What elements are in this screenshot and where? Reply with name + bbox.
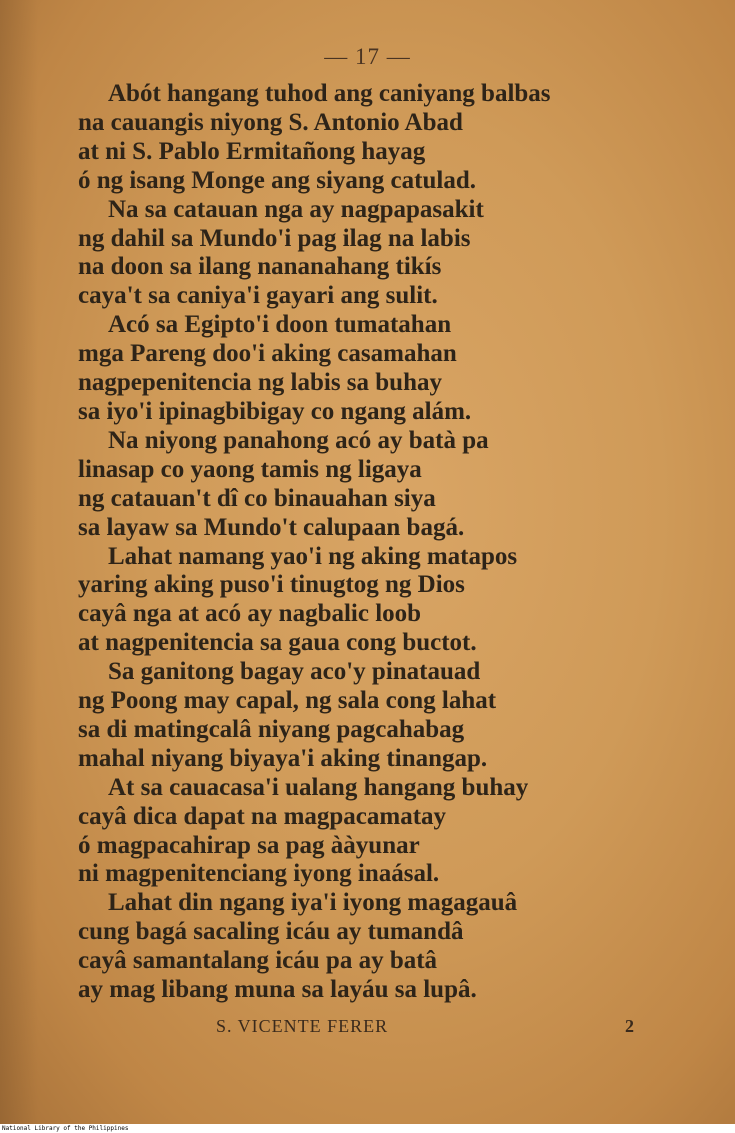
printer-signature-mark: 2 <box>625 1016 634 1036</box>
verse-line: ng catauan't dî co binauahan siya <box>78 484 436 512</box>
verse-line: ó ng isang Monge ang siyang catulad. <box>78 166 476 194</box>
stanza <box>78 427 695 543</box>
verse-line: Abót hangang tuhod ang caniyang balbas <box>108 80 551 107</box>
verse-line: at ni S. Pablo Ermitañong hayag <box>78 137 426 165</box>
verse-line: Lahat namang yao'i ng aking matapos <box>108 542 518 570</box>
verse-line: Lahat din ngang iya'i iyong magagauâ <box>108 889 518 917</box>
verse-line: linasap co yaong tamis ng ligaya <box>78 455 422 483</box>
verse-line: Na sa catauan nga ay nagpapasakit <box>108 195 484 223</box>
verse-line: ó magpacahirap sa pag ààyunar <box>78 831 420 859</box>
verse-line: ng Poong may capal, ng sala cong lahat <box>78 687 497 715</box>
verse-line: cayâ dica dapat na magpacamatay <box>78 802 447 830</box>
verse-line: nagpepenitencia ng labis sa buhay <box>78 369 442 397</box>
stanza <box>78 774 695 890</box>
verse-line: cayâ samantalang icáu pa ay batâ <box>78 947 438 975</box>
verse-line: ng dahil sa Mundo'i pag ilag na labis <box>78 224 471 252</box>
stanza <box>78 543 695 659</box>
verse-line: mahal niyang biyaya'i aking tinangap. <box>78 744 488 772</box>
verse-line: ay mag libang muna sa layáu sa lupâ. <box>78 976 477 1004</box>
verse-line: sa iyo'i ipinagbibigay co ngang alám. <box>78 397 472 425</box>
stanza <box>78 196 695 312</box>
verse-line: Sa ganitong bagay aco'y pinatauad <box>108 658 481 686</box>
stanza <box>78 658 695 774</box>
verse-line: mga Pareng doo'i aking casamahan <box>78 340 457 368</box>
library-credit: National Library of the Philippines <box>2 1125 129 1132</box>
verse-line: sa di matingcalâ niyang pagcahabag <box>78 715 465 743</box>
poem-body <box>78 80 695 1005</box>
page-number: — 17 — <box>324 44 411 69</box>
verse-line: sa layaw sa Mundo't calupaan bagá. <box>78 513 465 541</box>
verse-line: caya't sa caniya'i gayari ang sulit. <box>78 282 438 310</box>
verse-line: na cauangis niyong S. Antonio Abad <box>78 108 463 136</box>
stanza <box>78 889 695 1005</box>
verse-line: At sa cauacasa'i ualang hangang buhay <box>108 773 529 801</box>
verse-line: Na niyong panahong acó ay batà pa <box>108 426 489 454</box>
verse-line: Acó sa Egipto'i doon tumatahan <box>108 311 452 339</box>
running-footer-author: S. VICENTE FERER <box>216 1016 389 1036</box>
verse-line: cung bagá sacaling icáu ay tumandâ <box>78 918 464 946</box>
stanza <box>78 80 695 196</box>
verse-line: yaring aking puso'i tinugtog ng Dios <box>78 571 465 599</box>
verse-line: ni magpenitenciang iyong inaásal. <box>78 860 440 888</box>
stanza <box>78 311 695 427</box>
verse-line: cayâ nga at acó ay nagbalic loob <box>78 600 422 628</box>
verse-line: at nagpenitencia sa gaua cong buctot. <box>78 629 477 657</box>
verse-line: na doon sa ilang nananahang tikís <box>78 253 442 281</box>
scan-credit-strip <box>0 1124 735 1133</box>
